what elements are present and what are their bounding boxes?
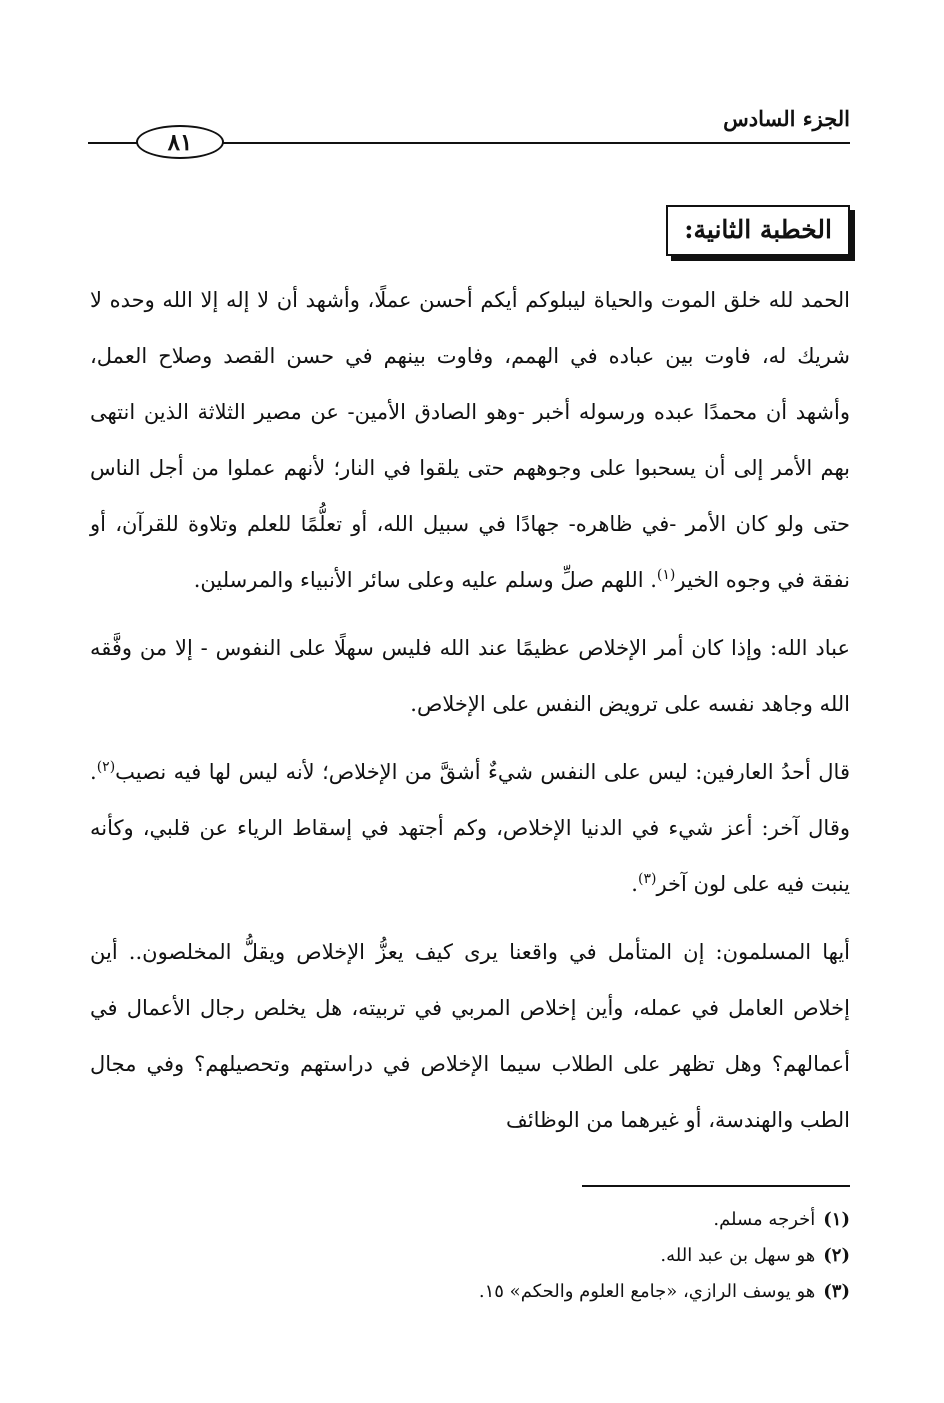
footnote-2 — [90, 1238, 850, 1274]
running-title: الجزء السادس — [723, 106, 850, 131]
paragraph-1 — [90, 272, 850, 608]
footnote-1 — [90, 1202, 850, 1238]
paragraph-3-part-c: . — [631, 872, 638, 896]
footnote-ref-1[interactable]: (١) — [656, 567, 676, 583]
footnote-number: (١) — [823, 1209, 850, 1230]
paragraph-3-part-b: . وقال آخر: أعز شيء في الدنيا الإخلاص، وكم أجتهد في إسقاط الرياء عن قلبي، وكأنه ينبت فيه على لون آخر — [90, 760, 850, 896]
footnote-ref-2[interactable]: (٢) — [96, 759, 116, 775]
footnote-3 — [90, 1274, 850, 1310]
paragraph-3-part-a: قال أحدُ العارفين: ليس على النفس شيءٌ أشقَّ من الإخلاص؛ لأنه ليس لها فيه نصيب — [115, 760, 850, 784]
footnote-text: هو يوسف الرازي، «جامع العلوم والحكم» ١٥. — [478, 1281, 816, 1302]
paragraph-2: عباد الله: وإذا كان أمر الإخلاص عظيمًا عند الله فليس سهلًا على النفوس - إلا من وفَّقه الله وجاهد نفسه على ترويض النفس على الإخلاص. — [90, 636, 850, 716]
footnotes — [90, 1202, 850, 1310]
footnote-number: (٣) — [823, 1281, 850, 1302]
paragraph-1-part-a: الحمد لله خلق الموت والحياة ليبلوكم أيكم أحسن عملًا، وأشهد أن لا إله إلا الله وحده لا شريك له، فاوت بين عباده في الهمم، وفاوت بينهم في حسن القصد وصلاح العمل، وأشهد أن محمدًا عبده ورسوله أخبر -وهو الصادق الأمين- عن مصير الثلاثة الذين انتهى بهم الأمر إلى أن يسحبوا على وجوههم حتى يلقوا في النار؛ لأنهم عملوا من أجل الناس حتى ولو كان الأمر -في ظاهره- جهادًا في سبيل الله، أو تعلُّمًا للعلم وتلاوة للقرآن، أو نفقة في وجوه الخير — [90, 288, 850, 592]
page-number: ٨١ — [136, 125, 224, 159]
paragraph-1-part-b: . اللهم صلِّ وسلم عليه وعلى سائر الأنبياء والمرسلين. — [193, 568, 657, 592]
paragraph-4: أيها المسلمون: إن المتأمل في واقعنا يرى كيف يعزُّ الإخلاص ويقلُّ المخلصون.. أين إخلاص العامل في عمله، وأين إخلاص المربي في تربيته، هل يخلص رجال الأعمال في أعمالهم؟ وهل تظهر على الطلاب سيما الإخلاص في دراستهم وتحصيلهم؟ وفي مجال الطب والهندسة، أو غيرهما من الوظائف — [90, 940, 850, 1132]
section-title: الخطبة الثانية: — [666, 205, 850, 256]
footnote-number: (٢) — [823, 1245, 850, 1266]
body-text — [90, 272, 850, 1160]
footnote-text: أخرجه مسلم. — [713, 1209, 816, 1230]
footnote-text: هو سهل بن عبد الله. — [660, 1245, 816, 1266]
footnote-ref-3[interactable]: (٣) — [637, 871, 657, 887]
paragraph-3 — [90, 744, 850, 912]
footnote-divider — [582, 1185, 850, 1187]
